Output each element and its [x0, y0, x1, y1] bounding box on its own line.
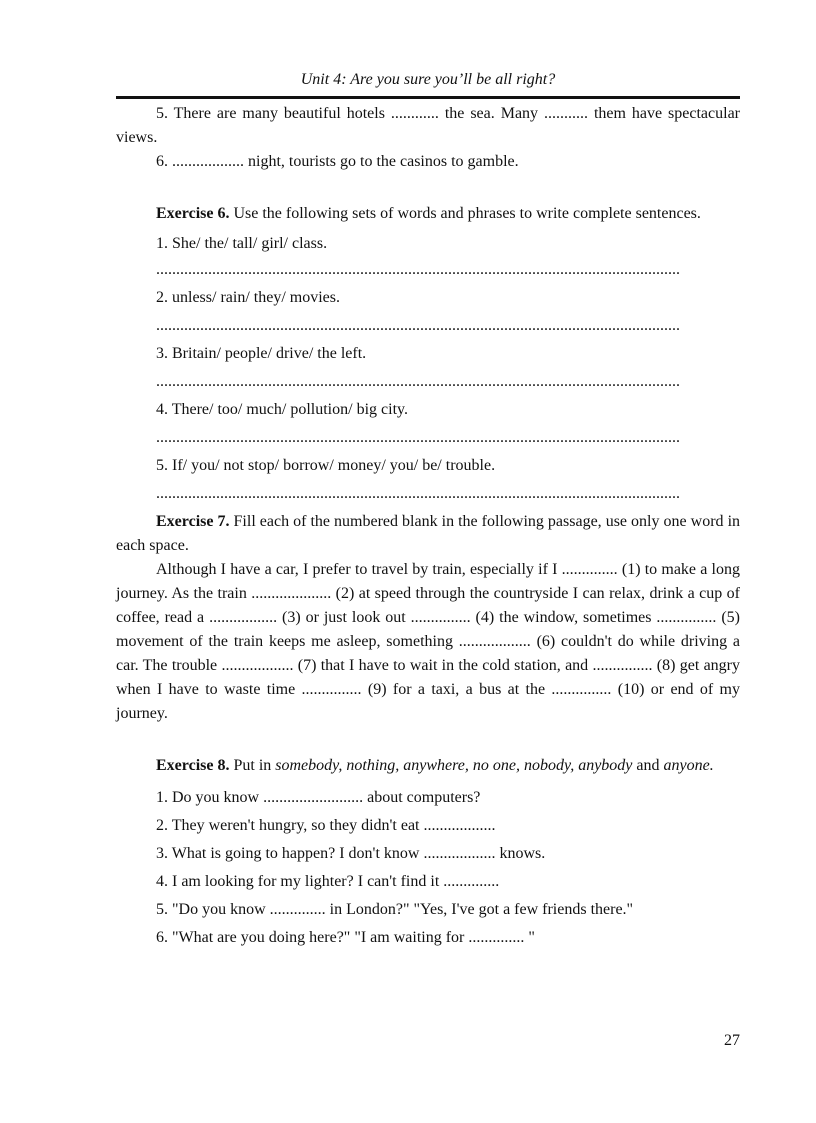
exercise6-label: Exercise 6. — [156, 205, 230, 222]
exercise7-instruction: Fill each of the numbered blank in the following passage, use only one word in each space. — [116, 513, 741, 554]
exercise8-instruction-and: and — [636, 757, 660, 774]
exercise6-item-3: 3. Britain/ people/ drive/ the left. — [156, 345, 367, 362]
page-content — [116, 102, 740, 950]
answer-line-5: ................................................................................................................................... — [156, 485, 680, 502]
page-number: 27 — [724, 1032, 740, 1049]
exercise6-item-2: 2. unless/ rain/ they/ movies. — [156, 289, 340, 306]
answer-line-3: ................................................................................................................................... — [156, 373, 680, 390]
exercise6-item-5: 5. If/ you/ not stop/ borrow/ money/ you/ be/ trouble. — [156, 457, 496, 474]
exercise8-instruction-words: somebody, nothing, anywhere, no one, nobody, anybody — [275, 757, 633, 774]
answer-line-4: ................................................................................................................................... — [156, 429, 680, 446]
exercise8-item-3: 3. What is going to happen? I don't know .................. knows. — [156, 845, 546, 862]
exercise8-item-5: 5. "Do you know .............. in London?" "Yes, I've got a few friends there." — [156, 901, 634, 918]
exercise6-instruction: Use the following sets of words and phrases to write complete sentences. — [233, 205, 701, 222]
answer-line-1: ................................................................................................................................... — [156, 261, 680, 278]
exercise8-item-1: 1. Do you know ......................... about computers? — [156, 789, 481, 806]
exercise5-item-5: 5. There are many beautiful hotels ............ the sea. Many ........... them have spectacular views. — [116, 105, 740, 146]
exercise6-item-1: 1. She/ the/ tall/ girl/ class. — [156, 235, 328, 252]
exercise8-heading — [116, 754, 740, 778]
exercise7-heading — [116, 510, 740, 558]
exercise8-item-2: 2. They weren't hungry, so they didn't eat .................. — [156, 817, 496, 834]
exercise8-label: Exercise 8. — [156, 757, 230, 774]
exercise5-item-6: 6. .................. night, tourists go to the casinos to gamble. — [156, 153, 519, 170]
header-rule — [116, 96, 740, 99]
answer-line-2: ................................................................................................................................... — [156, 317, 680, 334]
exercise6-item-4: 4. There/ too/ much/ pollution/ big city. — [156, 401, 408, 418]
exercise6-heading — [116, 202, 740, 226]
exercise7-passage: Although I have a car, I prefer to travel by train, especially if I .............. (1) to make a long journey. As the train .................... (2) at speed through the countryside I can relax, drink a cup of coffee, read a ................. (3) or just look out ............... (4) the window, sometimes ............... (5) movement of the train keeps me asleep, something .................. (6) couldn't do while driving a car. The trouble .................. (7) that I have to wait in the cold station, and ............... (8) get angry when I have to waste time ............... (9) for a taxi, a bus at the ............... (10) or end of my journey. — [116, 561, 740, 722]
running-header: Unit 4: Are you sure you’ll be all right? — [300, 71, 556, 88]
exercise7-label: Exercise 7. — [156, 513, 230, 530]
exercise8-item-6: 6. "What are you doing here?" "I am waiting for .............. " — [156, 929, 535, 946]
exercise8-instruction-last: anyone. — [663, 757, 714, 774]
exercise8-item-4: 4. I am looking for my lighter? I can't find it .............. — [156, 873, 500, 890]
exercise8-instruction-prefix: Put in — [233, 757, 272, 774]
